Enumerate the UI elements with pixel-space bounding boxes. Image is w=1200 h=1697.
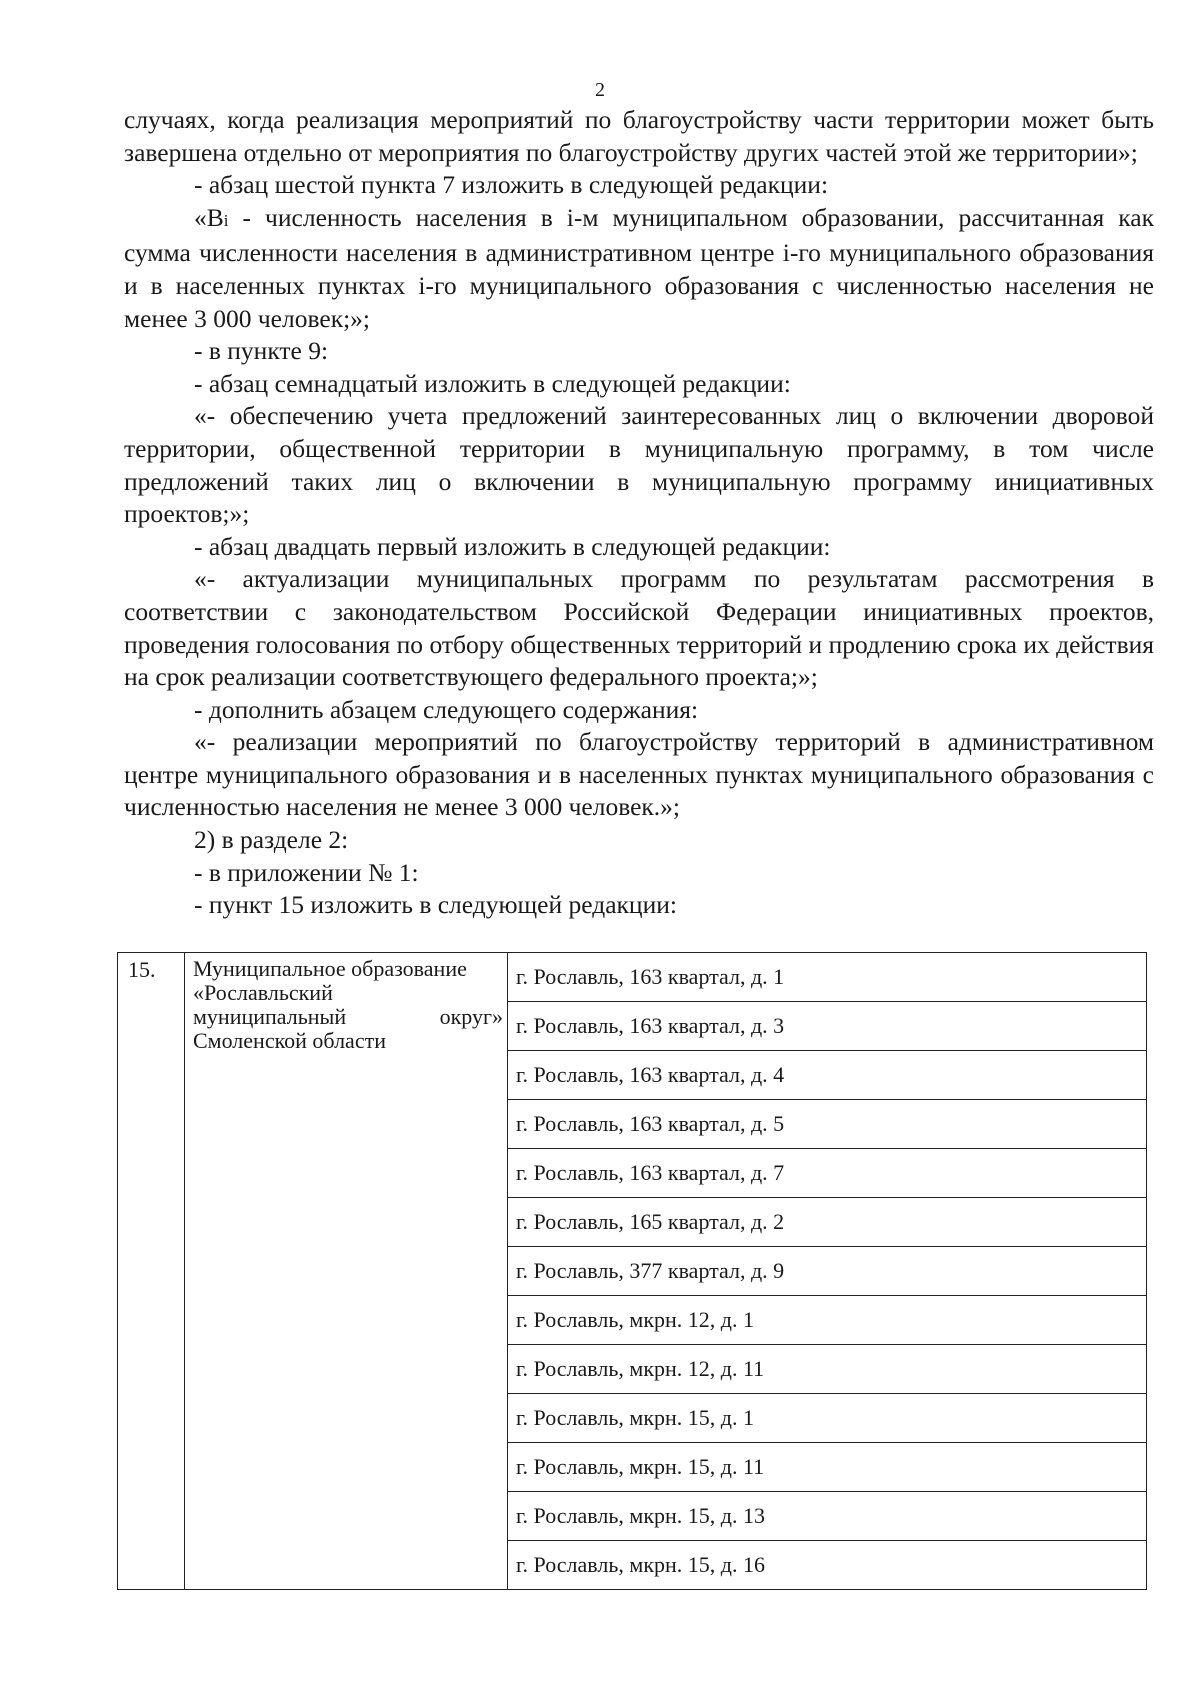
formula-subscript: i [223,210,229,230]
address-cell: г. Рославль, 163 квартал, д. 1 [508,953,1147,1002]
municipality-line: «Рославльский [193,980,333,1005]
paragraph-continuation: случаях, когда реализация мероприятий по благоустройству части территории может быть завершена отдельно от мероприятия по благоустройству других частей этой же территории»; [124,105,1154,167]
address-cell: г. Рославль, мкрн. 15, д. 11 [508,1443,1147,1492]
paragraph-17-text: «- обеспечению учета предложений заинтересованных лиц о включении дворовой территории, общественной территории в муниципальную программу, в том числе предложений таких лиц о включении в муниципальную программу инициативных проектов;»; [124,401,1154,529]
address-cell: г. Рославль, мкрн. 15, д. 13 [508,1492,1147,1541]
paragraph-appendix-1: - в приложении № 1: [194,857,419,887]
paragraph-item-6: - абзац шестой пункта 7 изложить в следующей редакции: [194,170,829,200]
address-cell: г. Рославль, 163 квартал, д. 5 [508,1100,1147,1149]
paragraph-item-15: - пункт 15 изложить в следующей редакции: [194,890,677,920]
address-cell: г. Рославль, 377 квартал, д. 9 [508,1247,1147,1296]
paragraph-addition-heading: - дополнить абзацем следующего содержания: [194,694,699,724]
paragraph-21-text: «- актуализации муниципальных программ по результатам рассмотрения в соответствии с законодательством Российской Федерации инициативных проектов, проведения голосования по отбору общественных территорий и продлению срока их действия на срок реализации соответствующего федерального проекта;»; [124,564,1154,692]
address-table [117,952,1147,1590]
table-row [118,953,1147,1002]
address-cell: г. Рославль, мкрн. 15, д. 16 [508,1541,1147,1590]
municipality-line: Смоленской области [193,1028,386,1053]
paragraph-section-2: 2) в разделе 2: [194,825,349,855]
address-cell: г. Рославль, мкрн. 12, д. 1 [508,1296,1147,1345]
document-body [124,104,1154,922]
paragraph-formula-definition [124,202,1154,335]
formula-symbol: «B [194,202,224,232]
address-cell: г. Рославль, 163 квартал, д. 3 [508,1002,1147,1051]
municipality-line: Муниципальное образование [193,956,467,981]
municipality-cell [185,953,508,1590]
paragraph-17-heading: - абзац семнадцатый изложить в следующей редакции: [194,368,791,398]
address-cell: г. Рославль, мкрн. 15, д. 1 [508,1394,1147,1443]
address-cell: г. Рославль, 165 квартал, д. 2 [508,1198,1147,1247]
address-cell: г. Рославль, 163 квартал, д. 7 [508,1149,1147,1198]
address-cell: г. Рославль, мкрн. 12, д. 11 [508,1345,1147,1394]
municipality-line: муниципальный округ» [193,1004,503,1029]
formula-definition-text: - численность населения в i-м муниципальном образовании, рассчитанная как сумма численности населения в административном центре i-го муниципального образования и в населенных пунктах i-го муниципального образования с численностью населения не менее 3 000 человек;»; [124,202,1154,333]
paragraph-addition-text: «- реализации мероприятий по благоустройству территорий в административном центре муниципального образования и в населенных пунктах муниципального образования с численностью населения не менее 3 000 человек.»; [124,727,1154,822]
paragraph-item-9: - в пункте 9: [194,336,329,366]
paragraph-21-heading: - абзац двадцать первый изложить в следующей редакции: [194,531,831,561]
page-number: 2 [595,79,605,101]
row-number-cell: 15. [118,953,185,1590]
address-cell: г. Рославль, 163 квартал, д. 4 [508,1051,1147,1100]
